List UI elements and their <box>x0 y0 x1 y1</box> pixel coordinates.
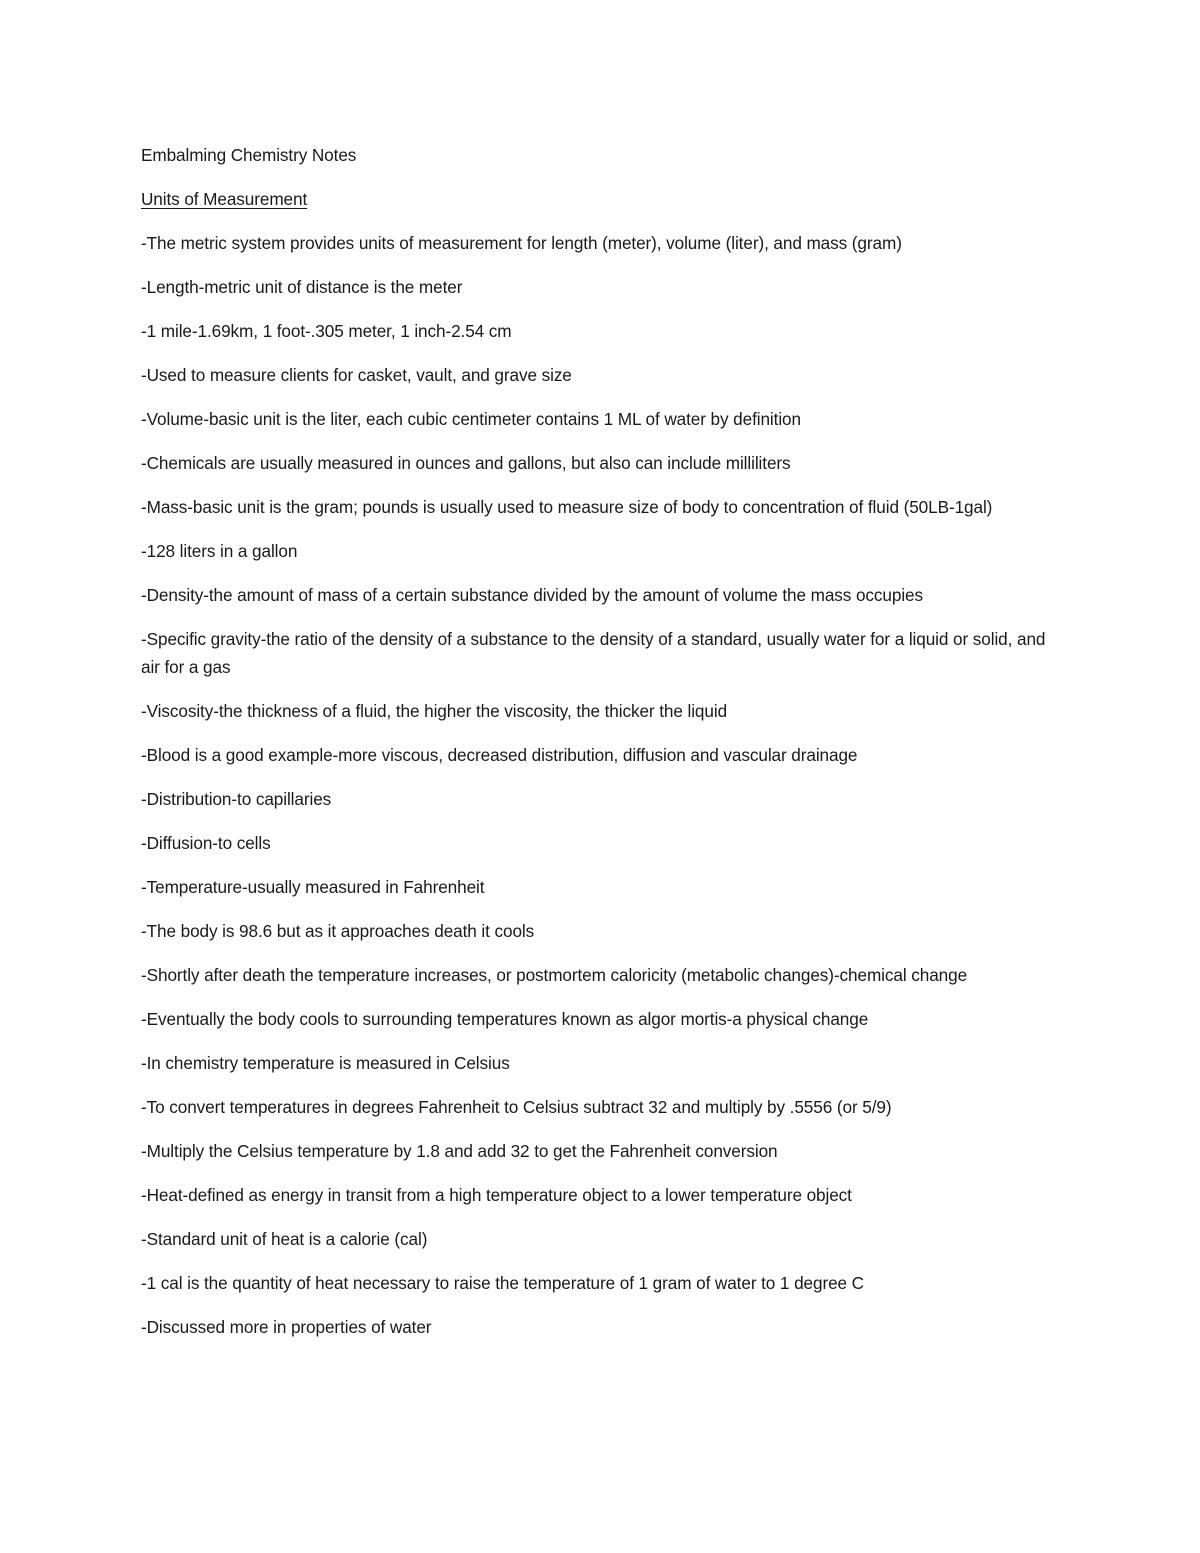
note-line: -Blood is a good example-more viscous, decreased distribution, diffusion and vascular drainage <box>141 745 858 765</box>
note-line: -Eventually the body cools to surrounding temperatures known as algor mortis-a physical change <box>141 1009 869 1029</box>
document-body <box>141 141 1061 1357</box>
note-line: -Specific gravity-the ratio of the density of a substance to the density of a standard, usually water for a liquid or solid, and air for a gas <box>141 629 1046 677</box>
document-title: Embalming Chemistry Notes <box>141 145 357 165</box>
note-line: -Temperature-usually measured in Fahrenheit <box>141 877 485 897</box>
note-line: -Viscosity-the thickness of a fluid, the higher the viscosity, the thicker the liquid <box>141 701 728 721</box>
note-line: -Discussed more in properties of water <box>141 1317 432 1337</box>
note-line: -Volume-basic unit is the liter, each cubic centimeter contains 1 ML of water by definition <box>141 409 801 429</box>
note-line: -Used to measure clients for casket, vault, and grave size <box>141 365 572 385</box>
note-line: -The body is 98.6 but as it approaches death it cools <box>141 921 535 941</box>
note-line: -In chemistry temperature is measured in Celsius <box>141 1053 510 1073</box>
note-line: -To convert temperatures in degrees Fahrenheit to Celsius subtract 32 and multiply by .5556 (or 5/9) <box>141 1097 892 1117</box>
note-line: -128 liters in a gallon <box>141 541 298 561</box>
note-line: -1 cal is the quantity of heat necessary to raise the temperature of 1 gram of water to 1 degree C <box>141 1273 864 1293</box>
note-line: -Mass-basic unit is the gram; pounds is usually used to measure size of body to concentration of fluid (50LB-1gal) <box>141 497 993 517</box>
note-line: -The metric system provides units of measurement for length (meter), volume (liter), and mass (gram) <box>141 233 902 253</box>
note-line: -1 mile-1.69km, 1 foot-.305 meter, 1 inch-2.54 cm <box>141 321 512 341</box>
note-line: -Density-the amount of mass of a certain substance divided by the amount of volume the mass occupies <box>141 585 923 605</box>
note-line: -Length-metric unit of distance is the meter <box>141 277 463 297</box>
note-line: -Shortly after death the temperature increases, or postmortem caloricity (metabolic changes)-chemical change <box>141 965 968 985</box>
note-line: -Diffusion-to cells <box>141 833 271 853</box>
section-heading: Units of Measurement <box>141 189 308 209</box>
note-line: -Chemicals are usually measured in ounces and gallons, but also can include milliliters <box>141 453 791 473</box>
note-line: -Multiply the Celsius temperature by 1.8 and add 32 to get the Fahrenheit conversion <box>141 1141 778 1161</box>
note-line: -Distribution-to capillaries <box>141 789 332 809</box>
note-line: -Standard unit of heat is a calorie (cal) <box>141 1229 428 1249</box>
note-line: -Heat-defined as energy in transit from a high temperature object to a lower temperature object <box>141 1185 852 1205</box>
